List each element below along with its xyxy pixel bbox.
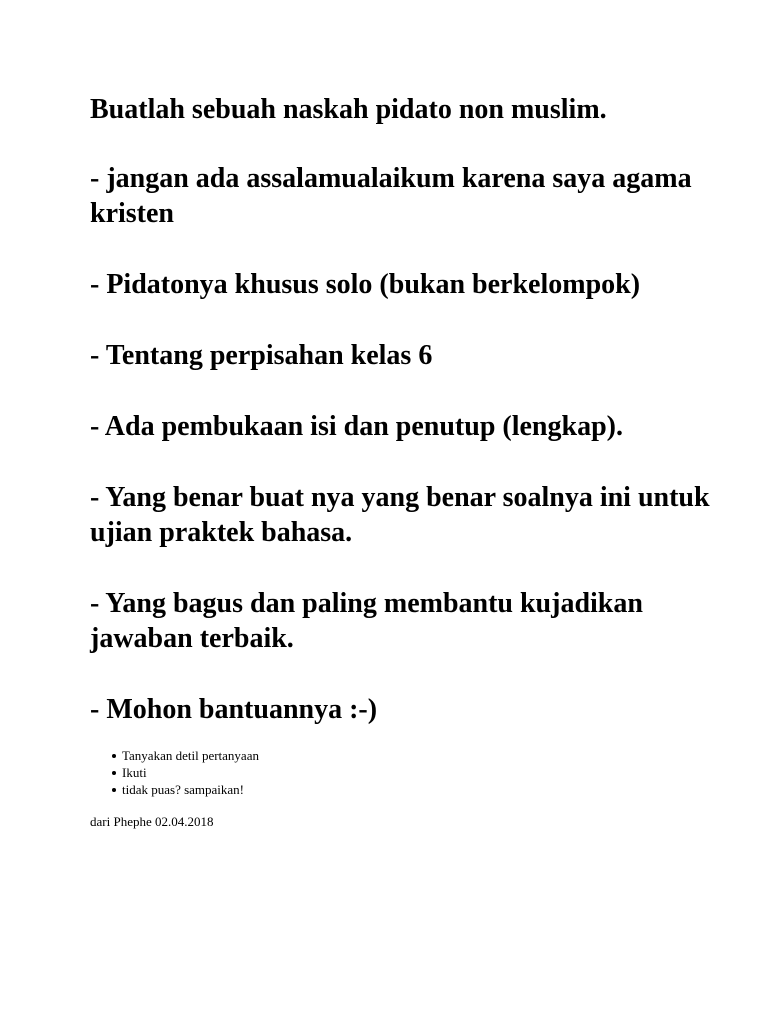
requirement-no-greeting: - jangan ada assalamualaikum karena saya agama kristen — [90, 163, 692, 229]
requirement-best-answer: - Yang bagus dan paling membantu kujadikan jawaban terbaik. — [90, 588, 643, 654]
requirement-structure: - Ada pembukaan isi dan penutup (lengkap). — [90, 411, 623, 442]
requirement-topic: - Tentang perpisahan kelas 6 — [90, 340, 433, 371]
requirement-exam: - Yang benar buat nya yang benar soalnya ini untuk ujian praktek bahasa. — [90, 482, 710, 548]
report-link[interactable]: tidak puas? sampaikan! — [122, 782, 245, 797]
action-links — [90, 747, 730, 798]
bullet-icon — [112, 788, 116, 792]
question-title: Buatlah sebuah naskah pidato non muslim. — [90, 94, 607, 125]
list-item — [90, 781, 730, 798]
bullet-icon — [112, 754, 116, 758]
follow-link[interactable]: Ikuti — [122, 765, 147, 780]
ask-details-link[interactable]: Tanyakan detil pertanyaan — [122, 748, 259, 763]
bullet-icon — [112, 771, 116, 775]
author-date: dari Phephe 02.04.2018 — [90, 814, 214, 829]
request-help: - Mohon bantuannya :-) — [90, 694, 378, 725]
document-page — [90, 92, 730, 830]
list-item — [90, 747, 730, 764]
list-item — [90, 764, 730, 781]
requirement-solo: - Pidatonya khusus solo (bukan berkelompok) — [90, 269, 641, 300]
